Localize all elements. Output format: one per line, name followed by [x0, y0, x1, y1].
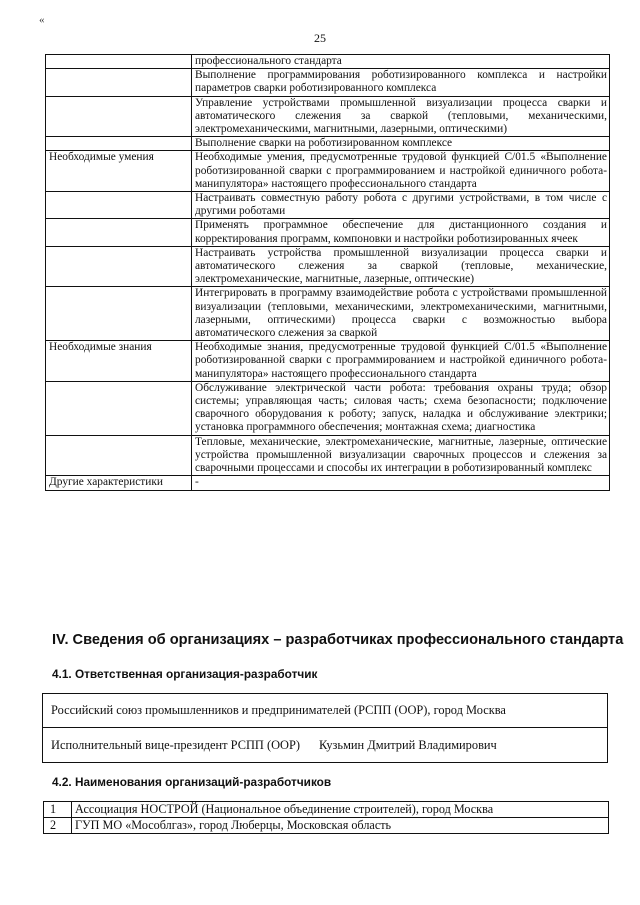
developer-organizations-table	[43, 801, 609, 834]
responsible-organization-box	[42, 693, 608, 763]
row-description: Выполнение программирования роботизированного комплекса и настройки параметров сварки роботизированного комплекса	[192, 69, 610, 96]
row-description: -	[192, 476, 610, 490]
row-category	[46, 137, 192, 151]
row-category	[46, 69, 192, 96]
row-description: Необходимые умения, предусмотренные трудовой функцией C/01.5 «Выполнение роботизированной сварки с программированием и настройкой единичного робота-манипулятора» настоящего профессионального стандарта	[192, 151, 610, 192]
table-row	[46, 246, 610, 287]
organization-name: Ассоциация НОСТРОЙ (Национальное объединение строителей), город Москва	[72, 802, 609, 818]
row-category: Необходимые знания	[46, 341, 192, 382]
subsection-developers-title: 4.2. Наименования организаций-разработчиков	[52, 775, 332, 789]
row-description: Применять программное обеспечение для дистанционного создания и корректирования программ, компоновки и настройки роботизированных ячеек	[192, 219, 610, 246]
table-row	[46, 96, 610, 137]
table-row	[46, 69, 610, 96]
table-row	[46, 287, 610, 341]
responsible-organization-name: Российский союз промышленников и предпринимателей (РСПП (ООР), город Москва	[51, 703, 506, 717]
table-row	[46, 341, 610, 382]
signatory-name: Кузьмин Дмитрий Владимирович	[319, 737, 497, 752]
row-category	[46, 246, 192, 287]
table-row	[46, 381, 610, 435]
subsection-responsible-title: 4.1. Ответственная организация-разработчик	[52, 667, 318, 681]
competency-table	[45, 54, 610, 491]
responsible-signatory	[43, 728, 608, 763]
table-row	[46, 192, 610, 219]
row-description: Управление устройствами промышленной визуализации процесса сварки и автоматического слежения за сваркой (тепловыми, механическими, электромеханическими, магнитными, лазерными, оптическими)	[192, 96, 610, 137]
organization-number: 1	[44, 802, 72, 818]
row-description: Настраивать устройства промышленной визуализации процесса сварки и автоматического слежения за сваркой (тепловые, механические, электромеханические, магнитные, лазерные, оптические)	[192, 246, 610, 287]
table-row	[46, 476, 610, 490]
row-category	[46, 287, 192, 341]
row-category	[46, 96, 192, 137]
row-category	[46, 381, 192, 435]
scan-mark: «	[39, 14, 45, 26]
organization-name: ГУП МО «Мособлгаз», город Люберцы, Московская область	[72, 818, 609, 834]
table-row	[46, 151, 610, 192]
table-row	[46, 137, 610, 151]
row-category	[46, 435, 192, 476]
row-category: Необходимые умения	[46, 151, 192, 192]
row-description: профессионального стандарта	[192, 55, 610, 69]
row-description: Интегрировать в программу взаимодействие робота с устройствами промышленной визуализации (тепловыми, механическими, электромеханическими, магнитными, лазерными, оптическими) процесса сварки с возможностью выбора автоматического слежения за сваркой	[192, 287, 610, 341]
table-row	[46, 219, 610, 246]
organization-row	[44, 802, 609, 818]
section-title: IV. Сведения об организациях – разработчиках профессионального стандарта	[52, 632, 624, 648]
organization-row	[44, 818, 609, 834]
row-category: Другие характеристики	[46, 476, 192, 490]
organization-number: 2	[44, 818, 72, 834]
row-category	[46, 219, 192, 246]
table-row	[46, 55, 610, 69]
row-category	[46, 192, 192, 219]
row-description: Тепловые, механические, электромеханические, магнитные, лазерные, оптические устройства промышленной визуализации сварочных процессов и слежения за сварочными процессами и способы их интеграции в роботизированный комплекс	[192, 435, 610, 476]
table-row	[46, 435, 610, 476]
page-number: 25	[314, 31, 326, 45]
row-description: Обслуживание электрической части робота: требования охраны труда; обзор системы; управляющая часть; силовая часть; схема безопасности; подключение сварочного оборудования к роботу; запуск, наладка и обслуживание электрики; установка программного обеспечения; монтажная схема; диагностика	[192, 381, 610, 435]
row-description: Необходимые знания, предусмотренные трудовой функцией C/01.5 «Выполнение роботизированной сварки с программированием и настройкой единичного робота-манипулятора» настоящего профессионального стандарта	[192, 341, 610, 382]
signatory-position: Исполнительный вице-президент РСПП (ООР)	[51, 737, 301, 752]
row-description: Выполнение сварки на роботизированном комплексе	[192, 137, 610, 151]
row-description: Настраивать совместную работу робота с другими устройствами, в том числе с другими роботами	[192, 192, 610, 219]
row-category	[46, 55, 192, 69]
